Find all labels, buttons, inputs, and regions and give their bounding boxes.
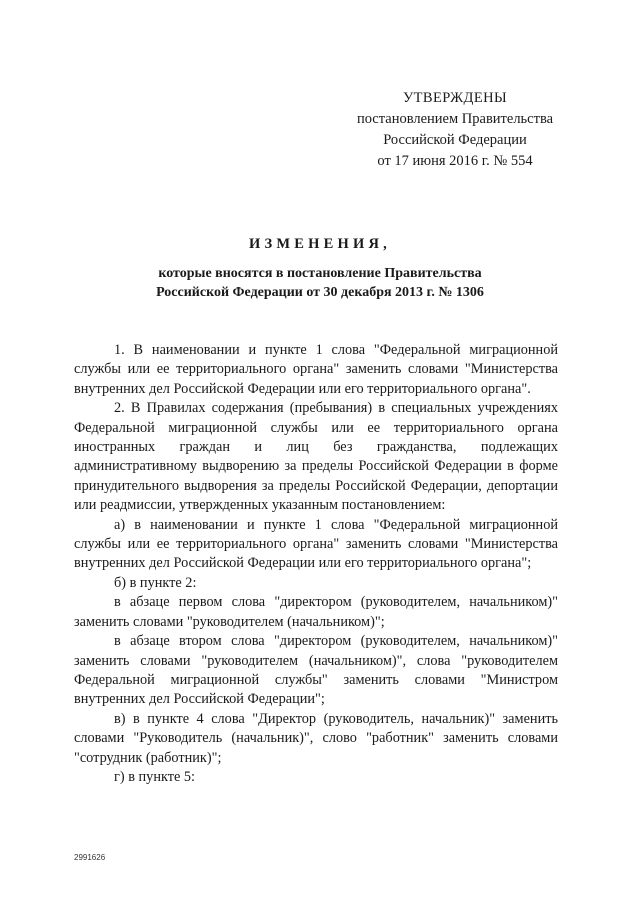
approval-line-3: от 17 июня 2016 г. № 554 xyxy=(377,153,533,169)
paragraph-2v: в) в пункте 4 слова "Директор (руководитель, начальник)" заменить словами "Руководитель (начальник)", слово "работник" заменить словами "сотрудник (работник)"; xyxy=(74,710,558,766)
paragraph-2: 2. В Правилах содержания (пребывания) в специальных учреждениях Федеральной миграционной службы или ее территориального органа иностранных граждан и лиц без гражданства, подлежащих административному выдворению за пределы Российской Федерации в форме принудительного выдворения за пределы Российской Федерации, депортации или реадмиссии, утвержденных указанным постановлением: xyxy=(74,400,558,514)
paragraph-2a: а) в наименовании и пункте 1 слова "Федеральной миграционной службы или ее территориального органа" заменить словами "Министерства внутренних дел Российской Федерации или его территориального органа"; xyxy=(74,516,558,572)
paragraph-1: 1. В наименовании и пункте 1 слова "Федеральной миграционной службы или ее территориального органа" заменить словами "Министерства внутренних дел Российской Федерации или его территориального органа". xyxy=(74,342,558,397)
paragraph-2b-abzac-2: в абзаце втором слова "директором (руководителем, начальником)" заменить словами "руководителем (начальником)", слова "руководителем Федеральной миграционной службы" заменить словами "Министром внутренних дел Российской Федерации"; xyxy=(74,633,558,708)
paragraph-2g: г) в пункте 5: xyxy=(114,768,196,785)
approval-line-2: Российской Федерации xyxy=(383,132,527,148)
subtitle-line-1: которые вносятся в постановление Правительства xyxy=(158,266,482,281)
document-title: ИЗМЕНЕНИЯ, xyxy=(249,236,391,252)
document-body xyxy=(74,341,558,787)
approval-line-1: постановлением Правительства xyxy=(356,111,554,127)
approval-heading: УТВЕРЖДЕНЫ xyxy=(402,90,508,106)
paragraph-2b-abzac-1: в абзаце первом слова "директором (руководителем, начальником)" заменить словами "руководителем (начальником)"; xyxy=(74,594,558,630)
document-code: 2991626 xyxy=(74,853,106,862)
subtitle-line-2: Российской Федерации от 30 декабря 2013 г. № 1306 xyxy=(156,285,484,300)
approval-block xyxy=(340,88,570,172)
paragraph-2b: б) в пункте 2: xyxy=(114,574,197,591)
document-subtitle xyxy=(120,264,520,302)
